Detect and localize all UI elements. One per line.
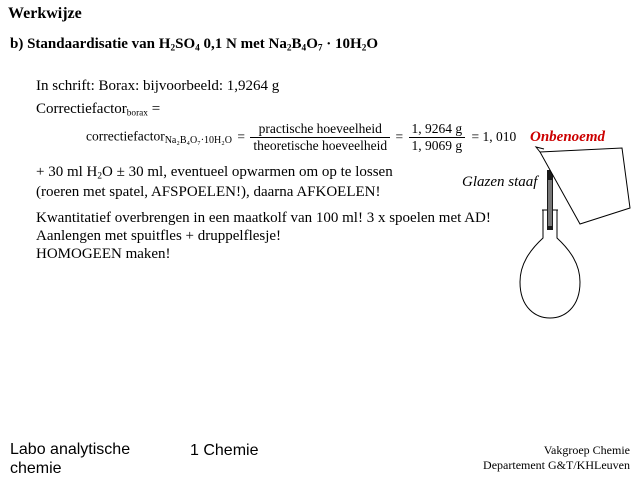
fraction-definition <box>250 121 390 154</box>
heading-part: SO <box>175 36 196 52</box>
footer-department-line: Vakgroep Chemie <box>543 443 630 457</box>
heading-sub: 7 <box>317 43 323 54</box>
heading-sub: 2 <box>286 43 292 54</box>
step-line-2: (roeren met spatel, AFSPOELEN!), daarna AFKOELEN! <box>36 184 381 200</box>
instruction-line: HOMOGEEN maken! <box>36 246 171 262</box>
formula-result: = 1, 010 <box>471 128 517 144</box>
heading-part: O <box>306 36 318 52</box>
footer-department <box>483 443 630 473</box>
step-part: O ± 30 ml, eventueel opwarmen om op te lossen <box>102 164 393 180</box>
heading-part: O <box>366 36 379 52</box>
heading-part: b) Standaardisatie van H <box>10 36 171 52</box>
heading-sub: 4 <box>195 43 200 54</box>
section-title: Werkwijze <box>8 5 82 22</box>
fraction-numerator: 1, 9264 g <box>409 121 466 138</box>
footer-center-label: 1 Chemie <box>190 442 259 459</box>
correctiefactor-eq: = <box>147 101 161 117</box>
correctiefactor-text: Correctiefactor <box>36 101 127 117</box>
formula-lhs-sub: Na₂B₄O₇·10H₂O <box>164 135 232 147</box>
correctiefactor-label <box>36 101 160 118</box>
footer-department-line: Departement G&T/KHLeuven <box>483 458 630 472</box>
heading-sub: 2 <box>170 43 176 54</box>
fraction-denominator: theoretische hoeveelheid <box>253 138 388 153</box>
footer-course-label <box>10 440 130 478</box>
formula-lhs: correctiefactor <box>86 128 165 144</box>
formula-eq: = <box>237 128 245 144</box>
heading-sub: 4 <box>301 43 307 54</box>
instruction-line: Aanlengen met spuitfles + druppelflesje! <box>36 228 282 244</box>
heading-part: 0,1 N met Na <box>199 36 287 52</box>
formula-eq: = <box>395 128 404 144</box>
heading-part: · 10H <box>322 36 362 52</box>
step-part: + 30 ml H <box>36 164 98 180</box>
glassware-illustration <box>510 140 638 330</box>
fraction-numerator: practische hoeveelheid <box>250 121 390 138</box>
fraction-values <box>409 121 466 154</box>
page-heading <box>10 36 378 53</box>
fraction-denominator: 1, 9069 g <box>411 138 463 153</box>
footer-course-line: Labo analytische <box>10 441 131 458</box>
glazen-staaf-label: Glazen staaf <box>462 174 538 190</box>
correction-formula <box>86 121 516 154</box>
heading-sub: 2 <box>361 43 367 54</box>
onbenoemd-label: Onbenoemd <box>530 129 605 145</box>
heading-part: B <box>291 36 302 52</box>
footer-course-line: chemie <box>10 460 62 477</box>
instruction-line: Kwantitatief overbrengen in een maatkolf van 100 ml! 3 x spoelen met AD! <box>36 210 491 226</box>
in-schrift-text: In schrift: Borax: bijvoorbeeld: 1,9264 g <box>36 78 280 94</box>
step-line-1 <box>36 164 393 181</box>
step-sub: 2 <box>97 171 103 182</box>
correctiefactor-sub: borax <box>126 108 148 119</box>
